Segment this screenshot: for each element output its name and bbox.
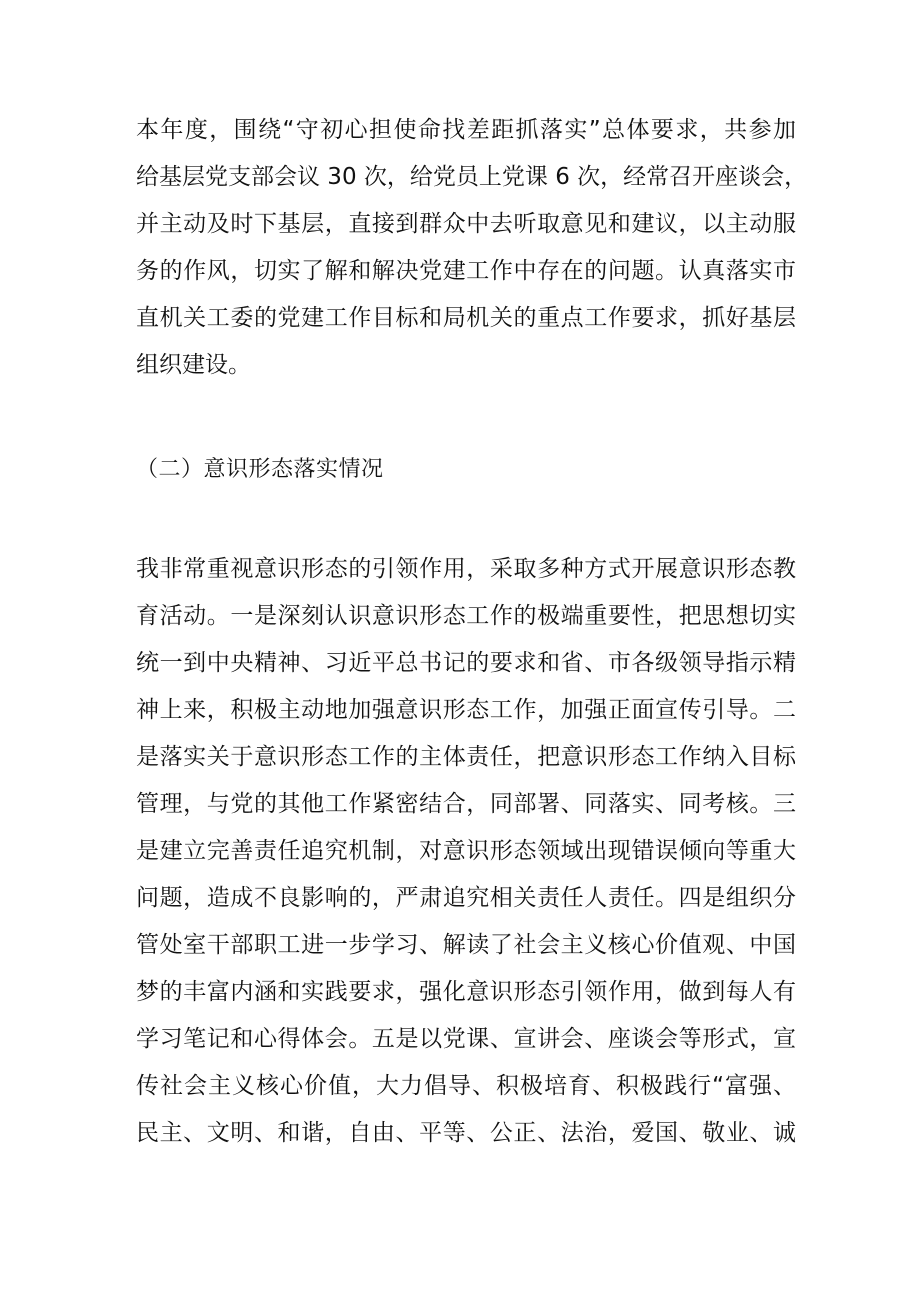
paragraph-2-line: 梦的丰富内涵和实践要求，强化意识形态引领作用，做到每人有 (136, 979, 796, 1005)
section-heading: （二）意识形态落实情况 (136, 457, 384, 482)
paragraph-2-line: 统一到中央精神、习近平总书记的要求和省、市各级领导指示精 (136, 650, 796, 676)
paragraph-2-line: 是落实关于意识形态工作的主体责任，把意识形态工作纳入目标 (136, 744, 796, 770)
paragraph-2-line: 是建立完善责任追究机制，对意识形态领域出现错误倾向等重大 (136, 838, 796, 864)
paragraph-1-line: 直机关工委的党建工作目标和局机关的重点工作要求，抓好基层 (136, 305, 796, 331)
paragraph-2-line: 传社会主义核心价值，大力倡导、积极培育、积极践行“富强、 (136, 1073, 796, 1099)
paragraph-1-line: 组织建设。 (136, 352, 251, 378)
paragraph-2-line: 管理，与党的其他工作紧密结合，同部署、同落实、同考核。三 (136, 791, 796, 817)
paragraph-2-line: 育活动。一是深刻认识意识形态工作的极端重要性，把思想切实 (136, 603, 796, 629)
paragraph-2-line: 民主、文明、和谐，自由、平等、公正、法治，爱国、敬业、诚 (136, 1120, 796, 1146)
paragraph-1-line: 并主动及时下基层，直接到群众中去听取意见和建议，以主动服 (136, 211, 796, 237)
paragraph-2-line: 神上来，积极主动地加强意识形态工作，加强正面宣传引导。二 (136, 697, 796, 723)
paragraph-1-line: 给基层党支部会议 30 次，给党员上党课 6 次，经常召开座谈会， (136, 164, 808, 190)
paragraph-2-line: 管处室干部职工进一步学习、解读了社会主义核心价值观、中国 (136, 932, 796, 958)
paragraph-1-line: 务的作风，切实了解和解决党建工作中存在的问题。认真落实市 (136, 258, 796, 284)
paragraph-2-line: 我非常重视意识形态的引领作用，采取多种方式开展意识形态教 (136, 556, 796, 582)
paragraph-2-line: 问题，造成不良影响的，严肃追究相关责任人责任。四是组织分 (136, 885, 796, 911)
paragraph-2-line: 学习笔记和心得体会。五是以党课、宣讲会、座谈会等形式，宣 (136, 1026, 796, 1052)
paragraph-1-line: 本年度，围绕“守初心担使命找差距抓落实”总体要求，共参加 (136, 117, 796, 143)
